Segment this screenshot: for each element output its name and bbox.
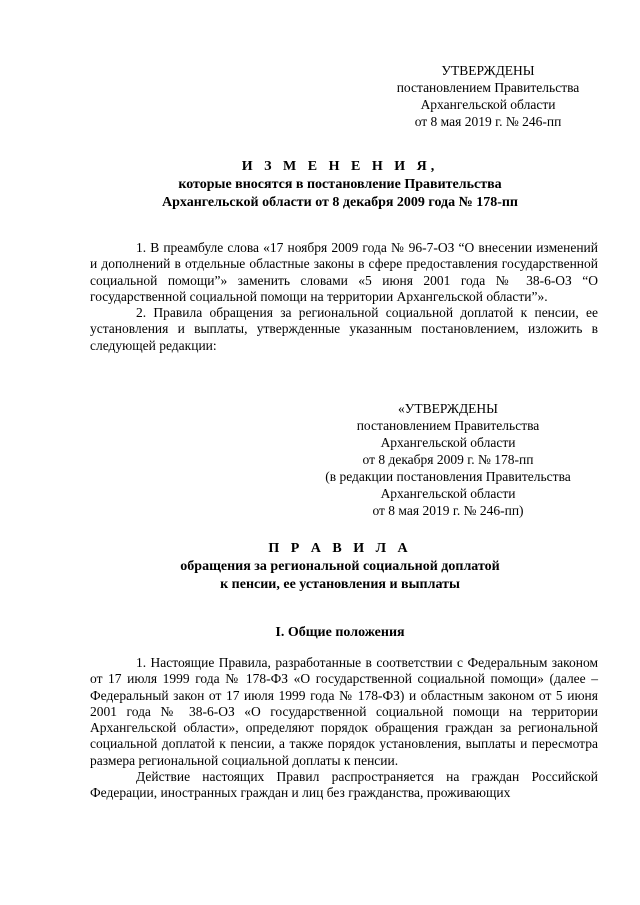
rules-approval-line: Архангельской области xyxy=(380,435,516,450)
section-body xyxy=(90,655,598,802)
amendment-item-2: 2. Правила обращения за региональной социальной доплатой к пенсии, ее установления и выплаты, утвержденные указанным постановлением, изложить в следующей редакции: xyxy=(90,305,598,353)
rules-subtitle-line: обращения за региональной социальной доплатой xyxy=(180,559,500,574)
approval-line: постановлением Правительства xyxy=(396,80,580,95)
changes-title: И З М Е Н Е Н И Я, xyxy=(241,159,439,174)
approval-line: Архангельской области xyxy=(420,97,556,112)
approval-stamp xyxy=(388,62,588,130)
changes-subtitle-line: Архангельской области от 8 декабря 2009 года № 178-пп xyxy=(161,195,518,210)
section-title: I. Общие положения xyxy=(275,625,405,640)
rules-approval-line: (в редакции постановления Правительства xyxy=(325,469,571,484)
approval-line: УТВЕРЖДЕНЫ xyxy=(441,63,535,78)
rules-approval-line: Архангельской области xyxy=(380,486,516,501)
rules-approval-line: постановлением Правительства xyxy=(356,418,540,433)
section-paragraph-2: Действие настоящих Правил распространяется на граждан Российской Федерации, иностранных граждан и лиц без гражданства, проживающих xyxy=(90,769,598,801)
rules-title: П Р А В И Л А xyxy=(268,541,412,556)
changes-subtitle-line: которые вносятся в постановление Правительства xyxy=(178,177,502,192)
rules-approval-stamp xyxy=(298,400,598,519)
rules-approval-line: «УТВЕРЖДЕНЫ xyxy=(398,401,498,416)
approval-line: от 8 мая 2019 г. № 246-пп xyxy=(414,114,562,129)
rules-approval-line: от 8 мая 2019 г. № 246-пп) xyxy=(372,503,524,518)
rules-subtitle-line: к пенсии, ее установления и выплаты xyxy=(220,577,460,592)
amendment-item-1: 1. В преамбуле слова «17 ноября 2009 года № 96-7-ОЗ “О внесении изменений и дополнений в отдельные областные законы в сфере предоставления государственной социальной помощи”» заменить словами «5 июня 2001 года № 38-6-ОЗ “О государственной социальной помощи на территории Архангельской области”». xyxy=(90,240,598,304)
section-paragraph-1: 1. Настоящие Правила, разработанные в соответствии с Федеральным законом от 17 июля 1999 года № 178-ФЗ «О государственной социальной помощи» (далее – Федеральный закон от 17 июля 1999 года № 178-ФЗ) и областным законом от 5 июня 2001 года № 38-6-ОЗ «О государственной социальной помощи на территории Архангельской области», определяют порядок обращения граждан за региональной социальной доплатой к пенсии, а также порядок установления, выплаты и пересмотра размера региональной социальной доплаты к пенсии. xyxy=(90,655,598,768)
rules-approval-line: от 8 декабря 2009 г. № 178-пп xyxy=(362,452,534,467)
amendments-body xyxy=(90,240,598,354)
